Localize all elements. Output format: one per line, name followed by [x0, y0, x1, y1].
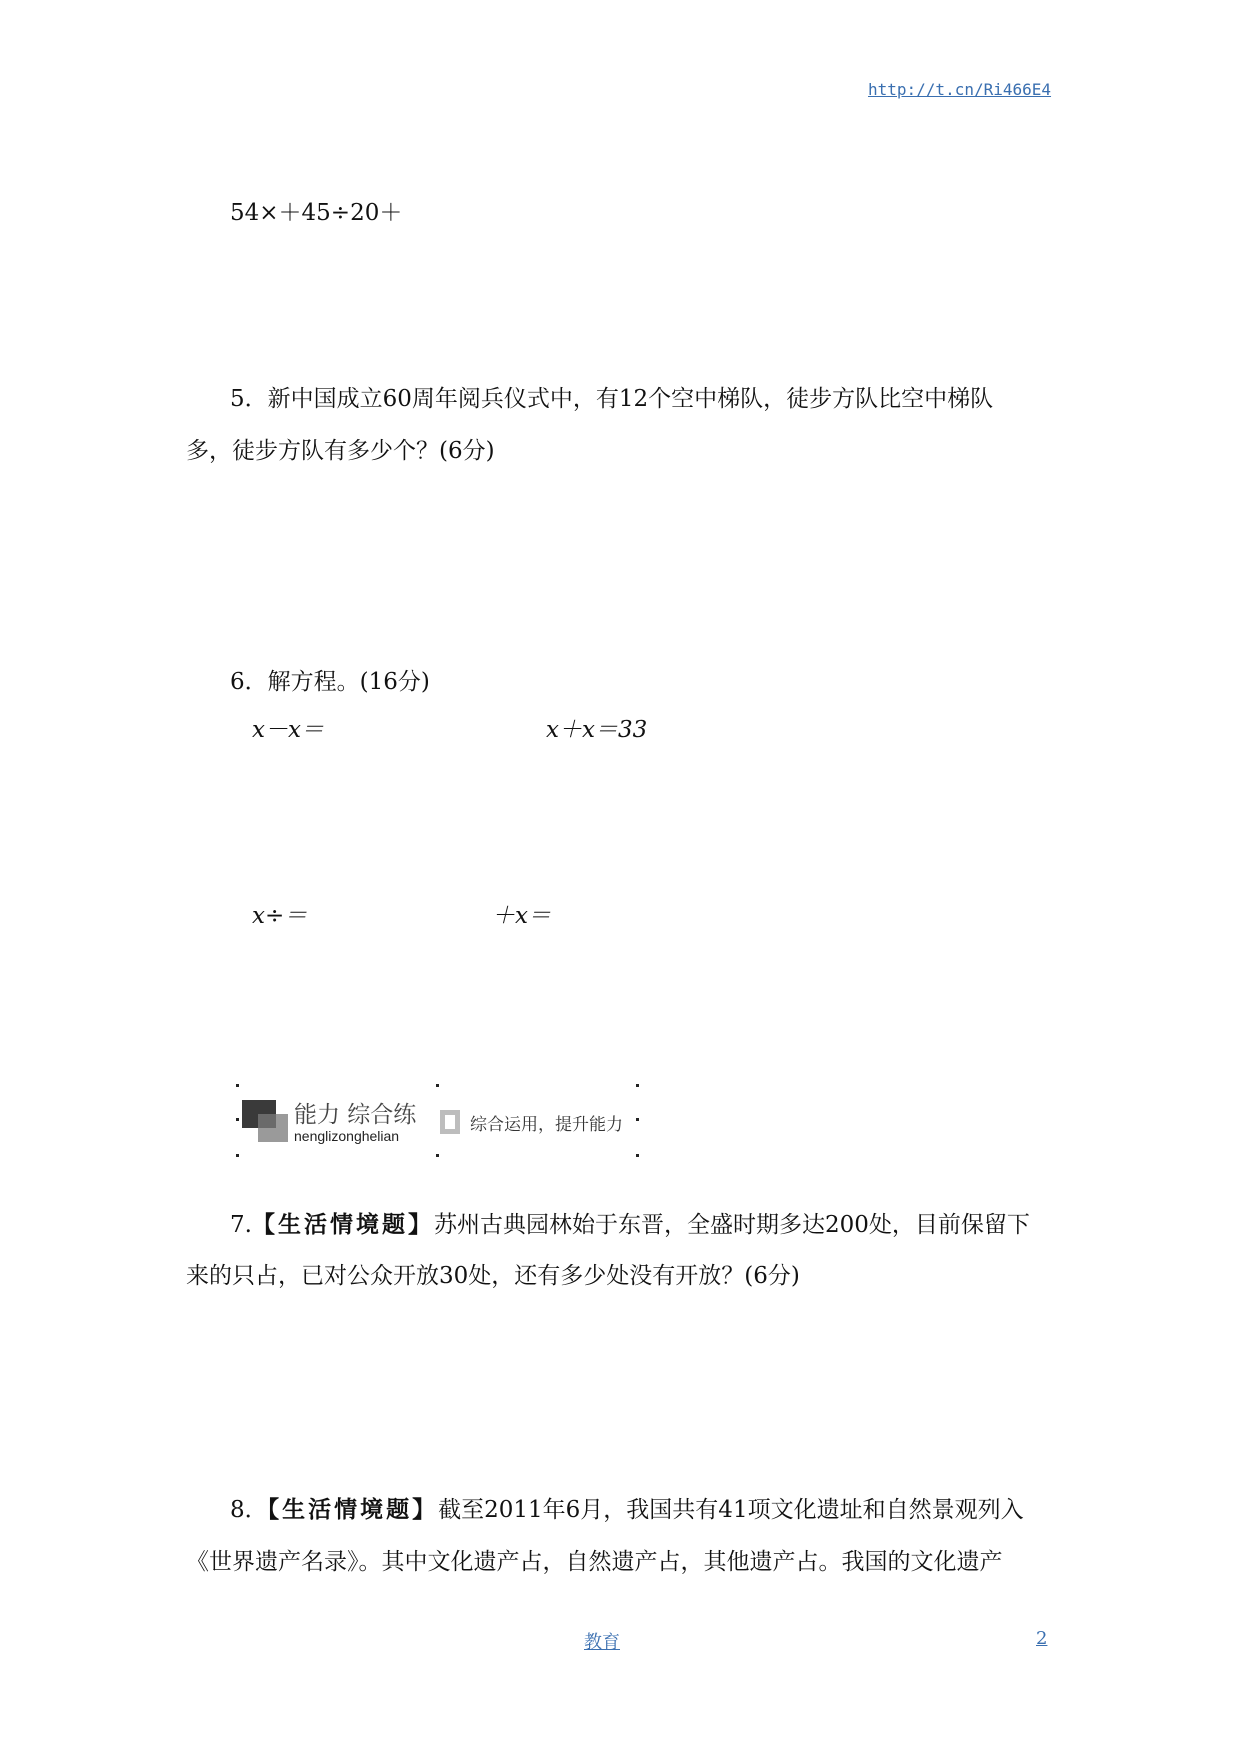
q8-tag: 【生活情境题】 [267, 1496, 439, 1523]
footer-center-link[interactable]: 教育 [584, 1632, 620, 1653]
banner-dot [636, 1154, 639, 1157]
section-subtitle: 综合运用，提升能力 [470, 1115, 623, 1135]
q7-number: 7. [230, 1212, 252, 1238]
section-subtitle-icon [440, 1110, 460, 1134]
q6-equation-4: ＋x＝ [492, 903, 551, 929]
banner-dot [236, 1118, 239, 1121]
section-pinyin: nenglizonghelian [294, 1128, 400, 1144]
banner-dot [236, 1154, 239, 1157]
q6-equation-3: x÷＝ [252, 903, 308, 929]
q4-expression: 54×＋45÷20＋ [230, 200, 403, 226]
q8-line1 [230, 1493, 1024, 1527]
q5-line1: 5．新中国成立60周年阅兵仪式中，有12个空中梯队，徒步方队比空中梯队 [230, 386, 994, 412]
q7-line1 [230, 1208, 1030, 1242]
header-url-link[interactable]: http://t.cn/Ri466E4 [868, 80, 1052, 99]
q8-line2: 《世界遗产名录》。其中文化遗产占，自然遗产占，其他遗产占。我国的文化遗产 [186, 1549, 1003, 1575]
q6-equation-2: x＋x＝33 [546, 717, 648, 743]
q6-title: 6．解方程。(16分) [230, 669, 430, 695]
q7-line2: 来的只占，已对公众开放30处，还有多少处没有开放？(6分) [186, 1263, 800, 1289]
banner-dot [636, 1118, 639, 1121]
banner-dot [636, 1084, 639, 1087]
section-banner [234, 1080, 644, 1160]
footer-page-number[interactable]: 2 [1036, 1628, 1048, 1649]
banner-dot [236, 1084, 239, 1087]
banner-dot [436, 1084, 439, 1087]
q6-equation-1: x－x＝ [252, 717, 324, 743]
q7-line1-text: 苏州古典园林始于东晋，全盛时期多达200处，目前保留下 [433, 1212, 1030, 1238]
section-logo-icon [242, 1100, 294, 1144]
q5-line2: 多，徒步方队有多少个？(6分) [186, 438, 495, 464]
q7-tag: 【生活情境题】 [251, 1211, 434, 1238]
banner-dot [436, 1154, 439, 1157]
q8-number: 8． [230, 1497, 268, 1523]
section-title: 能力 综合练 [294, 1102, 417, 1128]
q8-line1-text: 截至2011年6月，我国共有41项文化遗址和自然景观列入 [438, 1497, 1024, 1523]
